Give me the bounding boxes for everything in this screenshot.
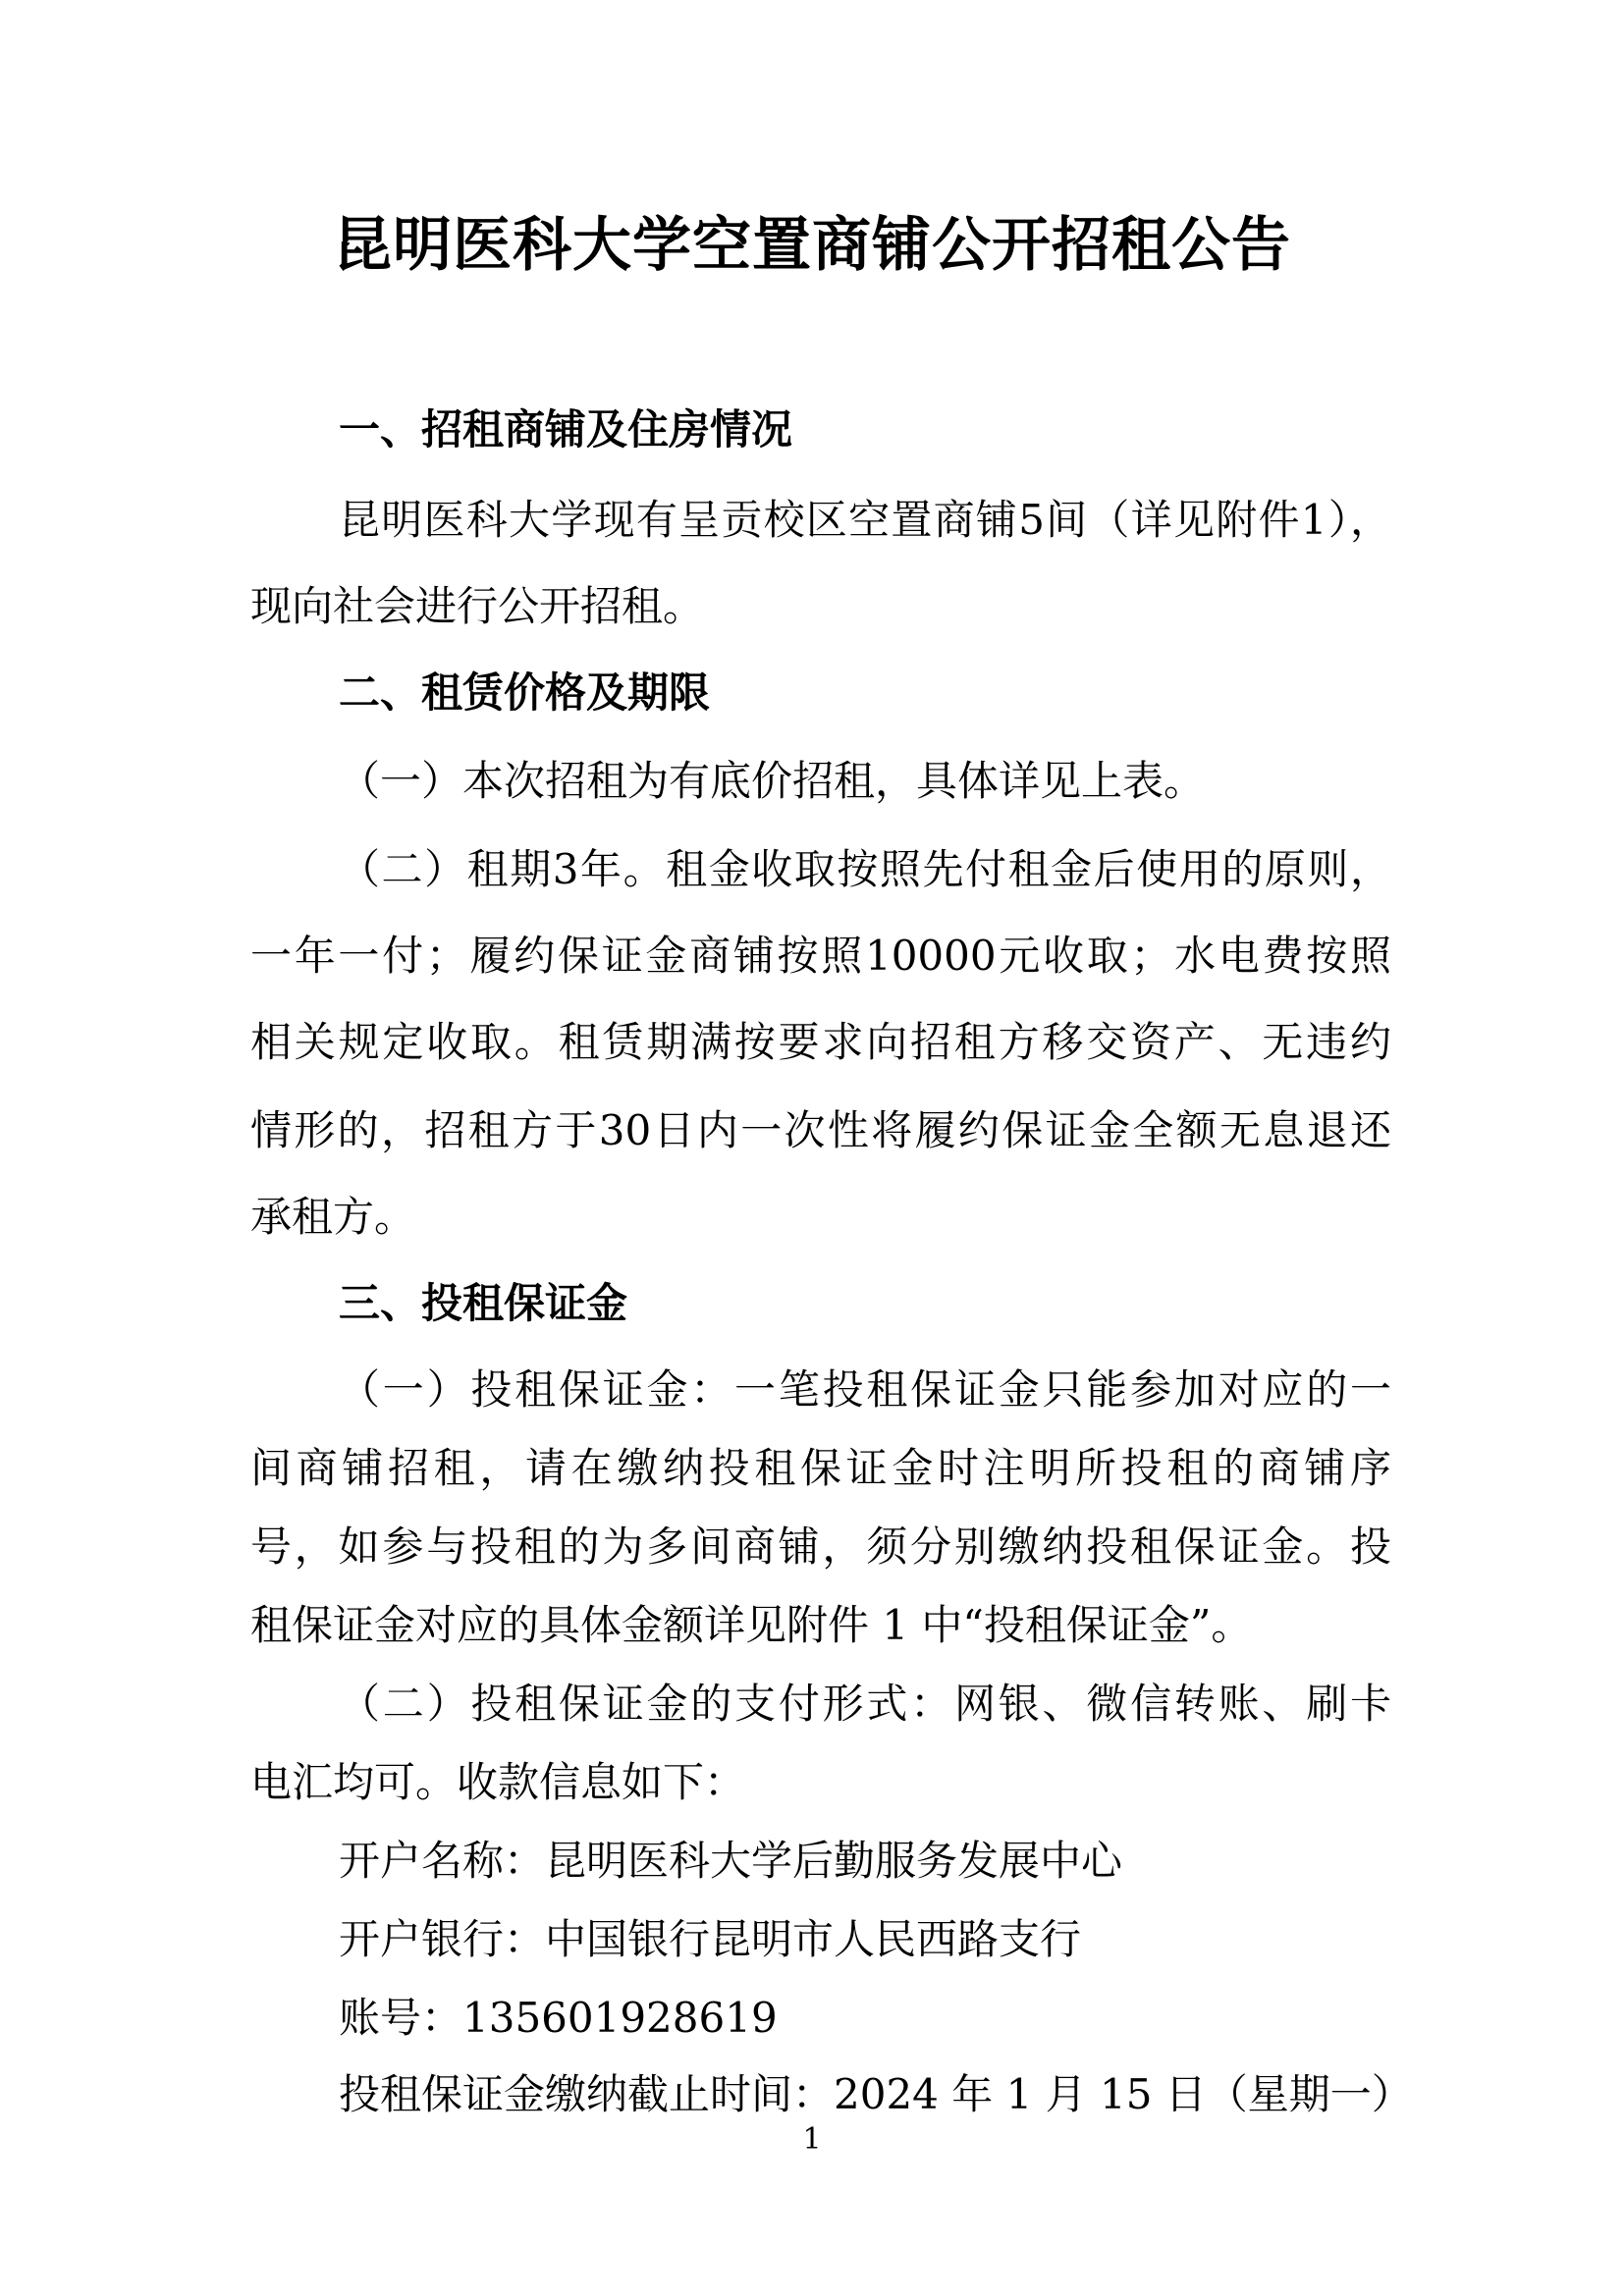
paragraph-line: 现向社会进行公开招租。: [250, 582, 705, 630]
bank-name: 开户银行：中国银行昆明市人民西路支行: [339, 1915, 1082, 1963]
paragraph-line: 租保证金对应的具体金额详见附件 1 中“投租保证金”。: [250, 1601, 1253, 1649]
paragraph-line: 号，如参与投租的为多间商铺，须分别缴纳投租保证金。投: [250, 1522, 1391, 1571]
document-title: 昆明医科大学空置商铺公开招租公告: [333, 211, 1291, 280]
section-heading-1: 一、招租商铺及住房情况: [339, 405, 793, 454]
paragraph-line: 一年一付；履约保证金商铺按照10000元收取；水电费按照: [250, 932, 1391, 980]
payment-deadline: 投租保证金缴纳截止时间：2024 年 1 月 15 日（星期一）: [339, 2070, 1413, 2118]
paragraph-line: （二）投租保证金的支付形式：网银、微信转账、刷卡: [339, 1680, 1391, 1728]
paragraph-line: 承租方。: [250, 1193, 416, 1241]
paragraph-line: （一）投租保证金：一笔投租保证金只能参加对应的一: [339, 1365, 1391, 1414]
paragraph-line: 电汇均可。收款信息如下：: [250, 1758, 746, 1806]
account-number: 账号：135601928619: [339, 1994, 778, 2042]
paragraph-line: （二）租期3年。租金收取按照先付租金后使用的原则，: [339, 845, 1391, 893]
paragraph-line: 昆明医科大学现有呈贡校区空置商铺5间（详见附件1），: [339, 496, 1391, 544]
account-name: 开户名称：昆明医科大学后勤服务发展中心: [339, 1837, 1123, 1885]
paragraph-line: 间商铺招租，请在缴纳投租保证金时注明所投租的商铺序: [250, 1444, 1391, 1492]
page-number: 1: [802, 2122, 822, 2157]
paragraph-line: 情形的，招租方于30日内一次性将履约保证金全额无息退还: [250, 1106, 1391, 1154]
paragraph-line: 相关规定收取。租赁期满按要求向招租方移交资产、无违约: [250, 1018, 1391, 1066]
paragraph-line: （一）本次招租为有底价招租，具体详见上表。: [339, 757, 1206, 805]
section-heading-2: 二、租赁价格及期限: [339, 668, 711, 717]
section-heading-3: 三、投租保证金: [339, 1279, 628, 1327]
